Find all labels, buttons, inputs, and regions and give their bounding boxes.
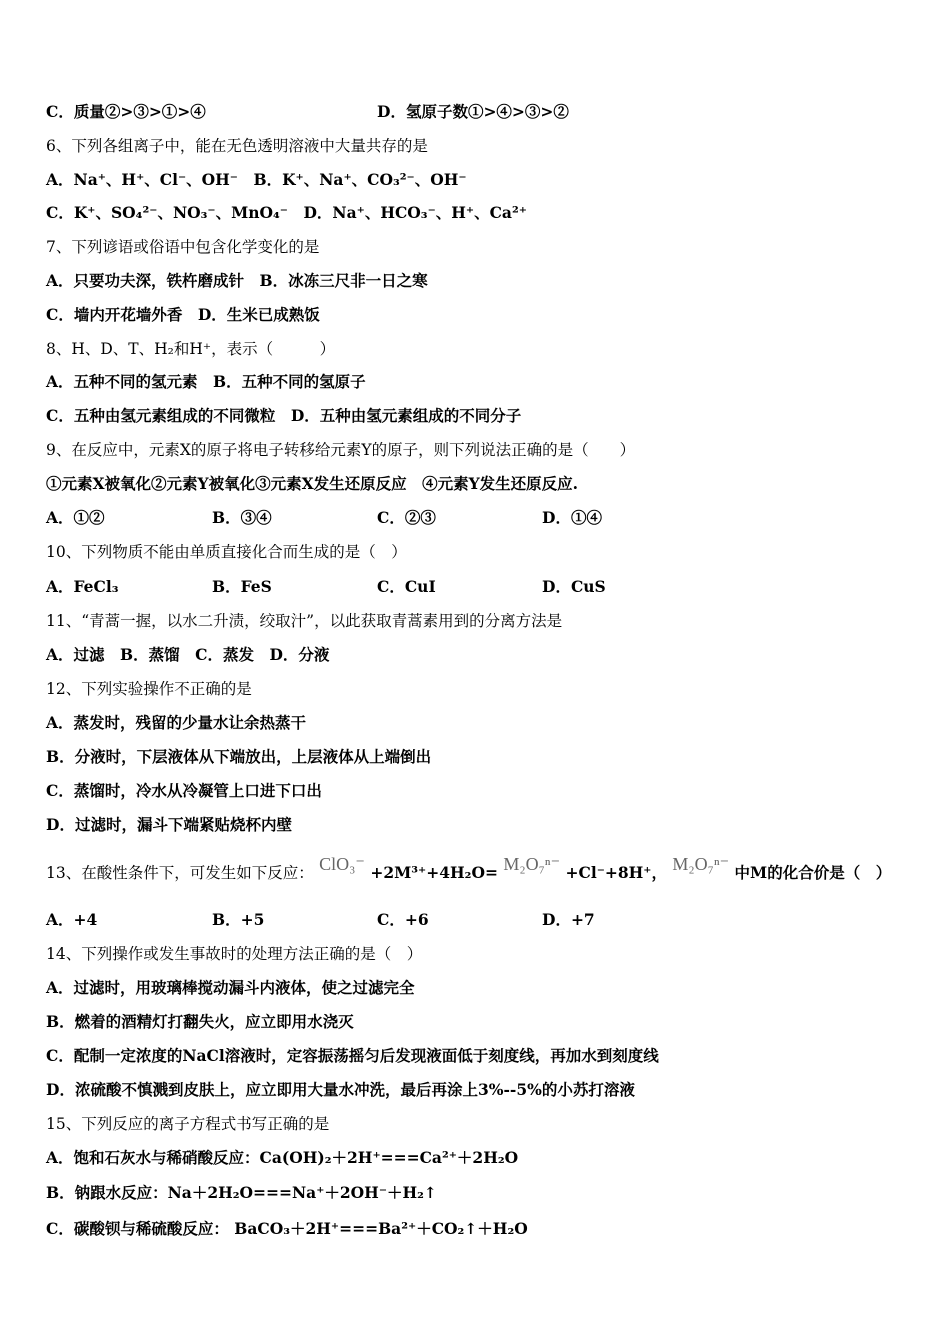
q13-stem-start: 13、在酸性条件下，可发生如下反应： — [46, 864, 314, 882]
q8-options-cd: C．五种由氢元素组成的不同微粒 D．五种由氢元素组成的不同分子 — [46, 406, 522, 425]
q10-option-c: C．CuI — [377, 577, 436, 596]
q13-formula-product: M₂O₇ⁿ⁻ — [503, 854, 561, 874]
q12-option-a: A．蒸发时，残留的少量水让余热蒸干 — [46, 713, 307, 732]
q12-option-c: C．蒸馏时，冷水从冷凝管上口进下口出 — [46, 781, 322, 800]
q5-option-d: D．氢原子数①>④>③>② — [377, 102, 569, 121]
q8-options-ab: A．五种不同的氢元素 B．五种不同的氢原子 — [46, 372, 366, 391]
q14-option-d: D．浓硫酸不慎溅到皮肤上，应立即用大量水冲洗，最后再涂上3%--5%的小苏打溶液 — [46, 1080, 635, 1099]
q10-option-a: A．FeCl₃ — [46, 577, 119, 596]
q15-option-b: B．钠跟水反应：Na＋2H₂O===Na⁺＋2OH⁻＋H₂↑ — [46, 1183, 437, 1202]
q14-option-b: B．燃着的酒精灯打翻失火，应立即用水浇灭 — [46, 1012, 354, 1031]
q9-stem: 9、在反应中，元素X的原子将电子转移给元素Y的原子，则下列说法正确的是（ ） — [46, 441, 636, 459]
q15-option-a: A．饱和石灰水与稀硝酸反应：Ca(OH)₂＋2H⁺===Ca²⁺＋2H₂O — [46, 1148, 519, 1167]
q15-stem: 15、下列反应的离子方程式书写正确的是 — [46, 1115, 330, 1133]
q13-option-d: D．+7 — [542, 910, 595, 929]
q13-stem-end: 中M的化合价是（ ） — [734, 863, 892, 882]
q14-option-a: A．过滤时，用玻璃棒搅动漏斗内液体，使之过滤完全 — [46, 978, 415, 997]
q6-options-ab: A．Na⁺、H⁺、Cl⁻、OH⁻ B．K⁺、Na⁺、CO₃²⁻、OH⁻ — [46, 170, 467, 189]
q9-option-d: D．①④ — [542, 508, 602, 527]
q7-stem: 7、下列谚语或俗语中包含化学变化的是 — [46, 238, 320, 256]
q10-option-b: B．FeS — [212, 577, 272, 596]
q6-options-cd: C．K⁺、SO₄²⁻、NO₃⁻、MnO₄⁻ D．Na⁺、HCO₃⁻、H⁺、Ca²⁺ — [46, 203, 527, 222]
q6-stem: 6、下列各组离子中，能在无色透明溶液中大量共存的是 — [46, 137, 428, 155]
q9-option-c: C．②③ — [377, 508, 436, 527]
q13-formula-ion: M₂O₇ⁿ⁻ — [672, 854, 730, 874]
q13-equation-end: +Cl⁻+8H⁺， — [565, 863, 667, 882]
q5-option-c: C．质量②>③>①>④ — [46, 102, 206, 121]
q14-option-c: C．配制一定浓度的NaCl溶液时，定容振荡摇匀后发现液面低于刻度线，再加水到刻度线 — [46, 1046, 659, 1065]
q11-stem: 11、“青蒿一握，以水二升渍，绞取汁”，以此获取青蒿素用到的分离方法是 — [46, 612, 563, 630]
q10-stem: 10、下列物质不能由单质直接化合而生成的是（ ） — [46, 543, 407, 561]
q13-formula-chlorate: ClO₃⁻ — [319, 854, 365, 874]
q9-option-a: A．①② — [46, 508, 105, 527]
q12-option-b: B．分液时，下层液体从下端放出，上层液体从上端倒出 — [46, 747, 432, 766]
q15-option-c: C．碳酸钡与稀硫酸反应： BaCO₃＋2H⁺===Ba²⁺＋CO₂↑＋H₂O — [46, 1219, 528, 1238]
q12-option-d: D．过滤时，漏斗下端紧贴烧杯内壁 — [46, 815, 292, 834]
q14-stem: 14、下列操作或发生事故时的处理方法正确的是（ ） — [46, 945, 423, 963]
q13-option-a: A．+4 — [46, 910, 98, 929]
q7-options-cd: C．墙内开花墙外香 D．生米已成熟饭 — [46, 305, 320, 324]
q8-stem: 8、H、D、T、H₂和H⁺，表示（ ） — [46, 340, 336, 358]
q13-equation-mid: +2M³⁺+4H₂O= — [370, 863, 498, 882]
q13-option-b: B．+5 — [212, 910, 265, 929]
q7-options-ab: A．只要功夫深，铁杵磨成针 B．冰冻三尺非一日之寒 — [46, 271, 428, 290]
q11-options: A．过滤 B．蒸馏 C．蒸发 D．分液 — [46, 645, 330, 664]
q10-option-d: D．CuS — [542, 577, 606, 596]
q9-option-b: B．③④ — [212, 508, 272, 527]
q13-option-c: C．+6 — [377, 910, 429, 929]
q9-statements: ①元素X被氧化②元素Y被氧化③元素X发生还原反应 ④元素Y发生还原反应. — [46, 474, 579, 493]
q13-stem — [46, 854, 892, 883]
q12-stem: 12、下列实验操作不正确的是 — [46, 680, 252, 698]
